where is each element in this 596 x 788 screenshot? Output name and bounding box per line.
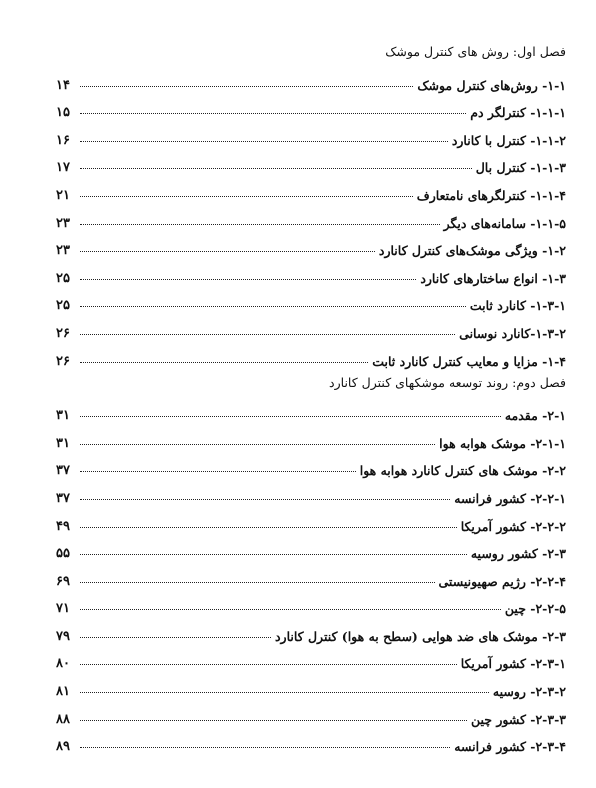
toc-entry-title: ۲-۲- موشک های کنترل کانارد هوابه هوا: [359, 463, 566, 479]
toc-entry-page-number: ۳۱: [56, 435, 70, 451]
toc-entry-title: ۲-۳- کشور روسیه: [470, 546, 566, 562]
toc-entry-page-number: ۱۷: [56, 160, 70, 176]
toc-entry: [56, 313, 566, 341]
toc-entry-page-number: ۴۹: [56, 518, 70, 534]
dot-leader: [80, 306, 466, 307]
dot-leader: [80, 279, 416, 280]
toc-entry-title: ۲-۲-۵- چین: [504, 601, 566, 617]
toc-entry-page-number: ۱۵: [56, 105, 70, 121]
toc-entry-title: ۱-۴- مزایا و معایب کنترل کانارد ثابت: [372, 353, 566, 369]
toc-entry-title: ۱-۱-۳- کنترل بال: [475, 160, 566, 176]
toc-entry-title: ۲-۳-۲- روسیه: [492, 684, 566, 700]
toc-entry-title: ۱-۳-۱- کانارد ثابت: [469, 298, 566, 314]
chapter-2-entries: [56, 396, 566, 755]
toc-entry: [56, 258, 566, 286]
toc-entry-title: ۲-۲-۱- کشور فرانسه: [454, 490, 566, 506]
toc-entry-page-number: ۲۱: [56, 187, 70, 203]
toc-entry: [56, 65, 566, 93]
toc-entry-page-number: ۲۶: [56, 353, 70, 369]
toc-entry: [56, 423, 566, 451]
toc-entry: [56, 451, 566, 479]
toc-entry-title: ۱-۳-۲-کانارد نوسانی: [459, 325, 566, 341]
toc-entry-title: ۲-۱- مقدمه: [504, 408, 566, 424]
toc-entry-title: ۲-۳-۱- کشور آمریکا: [460, 656, 566, 672]
dot-leader: [80, 582, 435, 583]
toc-entry: [56, 506, 566, 534]
chapter-2-heading: فصل دوم: روند توسعه موشکهای کنترل کانارد: [329, 374, 566, 390]
toc-entry: [56, 561, 566, 589]
dot-leader: [80, 637, 271, 638]
dot-leader: [80, 609, 501, 610]
toc-entry: [56, 175, 566, 203]
chapter-1-heading: فصل اول: روش های کنترل موشک: [385, 44, 566, 59]
toc-entry-page-number: ۷۱: [56, 601, 70, 617]
toc-entry-page-number: ۲۳: [56, 243, 70, 259]
toc-entry: [56, 231, 566, 259]
toc-entry: [56, 727, 566, 755]
toc-entry: [56, 589, 566, 617]
toc-entry: [56, 341, 566, 369]
toc-entry: [56, 120, 566, 148]
toc-entry-title: ۲-۳- موشک های ضد هوایی (سطح به هوا) کنترل کانارد: [274, 628, 566, 644]
dot-leader: [80, 499, 450, 500]
chapter-1-entries: [56, 65, 566, 369]
dot-leader: [80, 362, 368, 363]
toc-entry-page-number: ۶۹: [56, 573, 70, 589]
toc-entry: [56, 616, 566, 644]
toc-entry-page-number: ۲۵: [56, 298, 70, 314]
toc-entry-page-number: ۸۱: [56, 684, 70, 700]
toc-entry: [56, 644, 566, 672]
toc-entry-title: ۱-۱-۱- کنترلگر دم: [470, 105, 566, 121]
toc-entry: [56, 534, 566, 562]
toc-entry-title: ۱-۳- انواع ساختارهای کانارد: [420, 270, 566, 286]
toc-entry-page-number: ۲۵: [56, 270, 70, 286]
dot-leader: [80, 86, 413, 87]
toc-entry: [56, 93, 566, 121]
dot-leader: [80, 113, 466, 114]
toc-entry-title: ۲-۲-۲- کشور آمریکا: [460, 518, 566, 534]
dot-leader: [80, 664, 457, 665]
toc-entry-page-number: ۲۶: [56, 325, 70, 341]
toc-entry-page-number: ۱۴: [56, 77, 70, 93]
dot-leader: [80, 720, 467, 721]
dot-leader: [80, 471, 356, 472]
dot-leader: [80, 334, 455, 335]
toc-entry: [56, 671, 566, 699]
toc-entry-page-number: ۵۵: [56, 546, 70, 562]
dot-leader: [80, 196, 413, 197]
toc-entry: [56, 478, 566, 506]
toc-entry-page-number: ۸۸: [56, 711, 70, 727]
toc-entry-title: ۱-۱-۴- کنترلگرهای نامتعارف: [416, 187, 566, 203]
dot-leader: [80, 141, 448, 142]
toc-entry-title: ۲-۳-۴- کشور فرانسه: [454, 739, 566, 755]
toc-entry: [56, 203, 566, 231]
toc-entry-title: ۲-۲-۴- رژیم صهیونیستی: [438, 573, 566, 589]
dot-leader: [80, 251, 375, 252]
toc-entry: [56, 396, 566, 424]
toc-entry-title: ۱-۱-۵- سامانه‌های دیگر: [443, 215, 566, 231]
dot-leader: [80, 747, 450, 748]
dot-leader: [80, 416, 501, 417]
toc-entry-page-number: ۸۰: [56, 656, 70, 672]
dot-leader: [80, 224, 440, 225]
toc-entry-title: ۱-۱-۲- کنترل با کانارد: [451, 132, 566, 148]
toc-entry-page-number: ۳۱: [56, 408, 70, 424]
toc-entry-page-number: ۱۶: [56, 132, 70, 148]
toc-entry-page-number: ۸۹: [56, 739, 70, 755]
toc-entry-title: ۱-۱- روش‌های کنترل موشک: [417, 77, 566, 93]
toc-entry-page-number: ۳۷: [56, 490, 70, 506]
toc-entry: [56, 699, 566, 727]
dot-leader: [80, 168, 472, 169]
toc-entry-title: ۲-۱-۱- موشک هوابه هوا: [439, 435, 566, 451]
dot-leader: [80, 554, 467, 555]
toc-entry-page-number: ۲۳: [56, 215, 70, 231]
table-of-contents: [56, 38, 566, 754]
toc-entry-title: ۱-۲- ویژگی موشک‌های کنترل کانارد: [378, 243, 566, 259]
dot-leader: [80, 692, 489, 693]
toc-entry-page-number: ۳۷: [56, 463, 70, 479]
dot-leader: [80, 527, 457, 528]
toc-entry: [56, 286, 566, 314]
toc-entry-title: ۲-۳-۳- کشور چین: [470, 711, 566, 727]
toc-entry-page-number: ۷۹: [56, 628, 70, 644]
toc-entry: [56, 148, 566, 176]
dot-leader: [80, 444, 435, 445]
